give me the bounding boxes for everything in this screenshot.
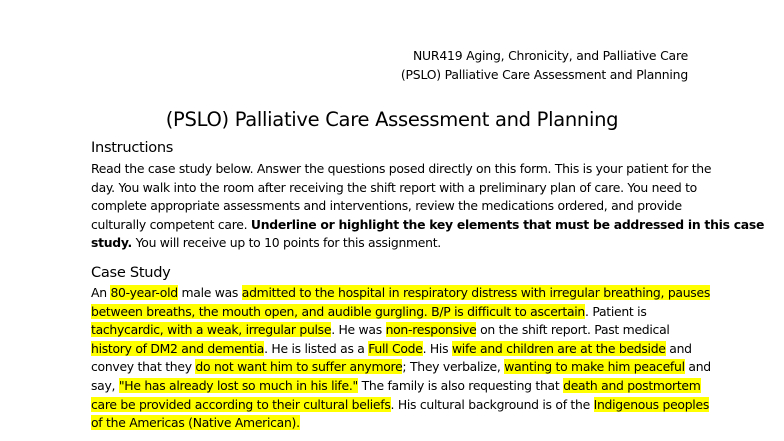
instructions-line: complete appropriate assessments and interventions, review the medications ordered, and provide: [91, 198, 682, 214]
highlighted-text: non-responsive: [385, 322, 477, 338]
highlighted-text: wife and children are at the bedside: [451, 340, 666, 356]
highlighted-text: history of DM2 and dementia: [91, 340, 265, 356]
case-study-line: [91, 284, 711, 303]
case-study-text: and: [684, 359, 711, 375]
case-study-text: convey that they: [91, 359, 196, 375]
case-study-text: and: [665, 340, 692, 356]
highlighted-text: Full Code: [368, 340, 423, 356]
case-study-text: say,: [91, 377, 119, 393]
highlighted-text: wanting to make him peaceful: [504, 359, 685, 375]
highlighted-text: "He has already lost so much in his life.": [118, 377, 358, 393]
case-study-text: . Patient is: [585, 303, 647, 319]
instructions-heading: Instructions: [91, 139, 174, 156]
case-study-line: [91, 396, 709, 415]
instructions-emphasis: study.: [91, 235, 132, 251]
highlighted-text: tachycardic, with a weak, irregular pulse: [91, 322, 332, 338]
case-study-heading: Case Study: [91, 264, 171, 281]
instructions-text: You will receive up to 10 points for this assignment.: [131, 235, 441, 251]
highlighted-text: do not want him to suffer anymore: [195, 359, 403, 375]
case-study-line: [91, 358, 711, 377]
instructions-paragraph: [91, 160, 765, 253]
case-study-text: . He was: [331, 322, 386, 338]
page-title: (PSLO) Palliative Care Assessment and Planning: [165, 108, 619, 131]
case-study-text: The family is also requesting that: [357, 377, 564, 393]
case-study-text: . He is listed as a: [264, 340, 369, 356]
case-study-line: [91, 340, 703, 359]
case-study-line: [91, 321, 703, 340]
case-study-text: . His: [422, 340, 452, 356]
case-study-text: on the shift report. Past medical: [476, 322, 670, 338]
case-study-line: [91, 377, 703, 396]
case-study-paragraph: [91, 284, 711, 433]
highlighted-text: between breaths, the mouth open, and audible gurgling. B/P is difficult to ascertain: [91, 303, 585, 319]
instructions-line: [91, 234, 703, 253]
instructions-line: Read the case study below. Answer the questions posed directly on this form. This is your patient for the: [91, 161, 712, 176]
case-study-text: . His cultural background is of the: [390, 396, 594, 412]
highlighted-text: care be provided according to their cultural beliefs: [91, 396, 391, 412]
case-study-text: An: [91, 285, 111, 300]
highlighted-text: death and postmortem: [563, 377, 701, 393]
highlighted-text: admitted to the hospital in respiratory distress with irregular breathing, pauses: [241, 285, 711, 300]
case-study-line: [91, 303, 703, 322]
instructions-emphasis: Underline or highlight the key elements that must be addressed in this case: [250, 216, 765, 232]
document-header: [401, 46, 688, 84]
case-study-line: [91, 414, 703, 433]
instructions-line: day. You walk into the room after receiving the shift report with a preliminary plan of care. You need to: [91, 179, 697, 195]
instructions-text: culturally competent care.: [91, 216, 251, 232]
highlighted-text: 80-year-old: [110, 285, 178, 300]
case-study-text: ; They verbalize,: [402, 359, 505, 375]
header-subtitle: (PSLO) Palliative Care Assessment and Planning: [400, 67, 688, 82]
highlighted-text: Indigenous peoples: [593, 396, 709, 412]
case-study-text: male was: [177, 285, 242, 300]
instructions-line: [91, 216, 765, 235]
course-name: NUR419 Aging, Chronicity, and Palliative Care: [412, 48, 688, 63]
highlighted-text: of the Americas (Native American).: [91, 415, 300, 431]
